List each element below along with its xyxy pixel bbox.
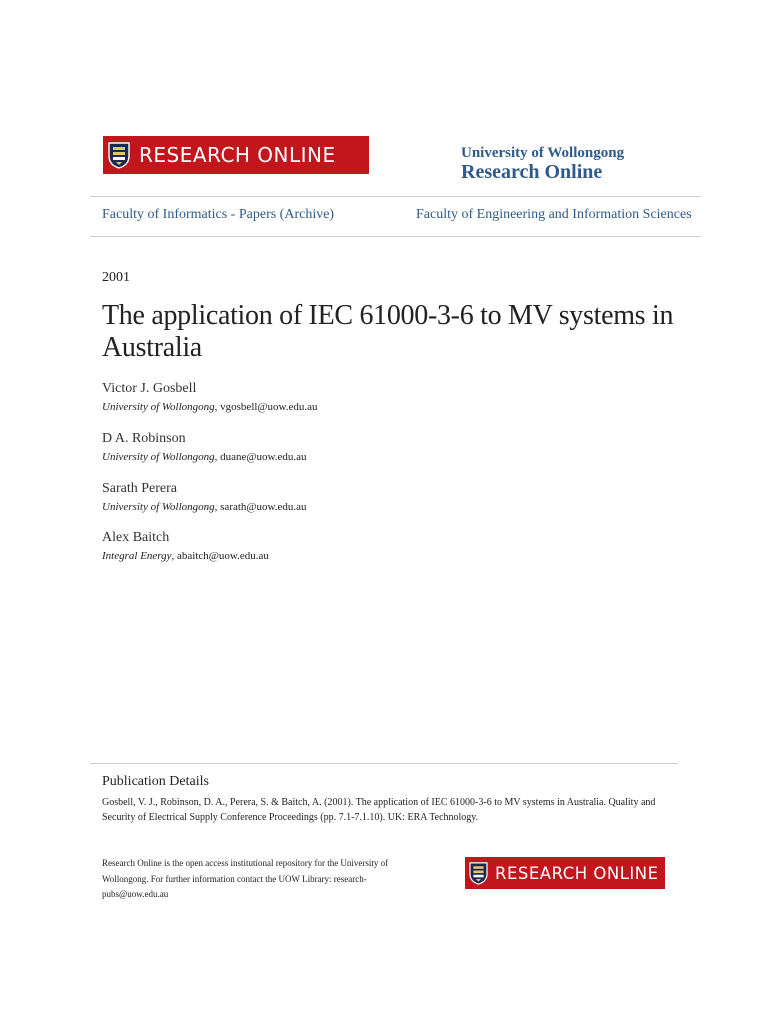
faculty-link-informatics[interactable]: Faculty of Informatics - Papers (Archive) [102,207,335,222]
publication-citation: Gosbell, V. J., Robinson, D. A., Perera, S. & Baitch, A. (2001). The application of IEC 61000-3-6 to MV systems in Australia. Quality and Security of Electrical Supply Conference Proceedings (pp. 7.1-7.1.10). UK: ERA Technology. [102,797,656,823]
university-name[interactable]: University of Wollongong [461,145,625,161]
research-online-logo-text: RESEARCH ONLINE [139,143,336,167]
author-entry [102,430,307,465]
author-email: , sarath@uow.edu.au [214,501,307,513]
uow-crest-icon [108,142,130,169]
author-affiliation [102,549,269,564]
divider-publication [90,763,678,764]
research-online-footer-logo[interactable] [465,857,665,889]
publication-year: 2001 [102,270,130,285]
research-online-logo[interactable] [103,136,369,174]
repository-footer-note: Research Online is the open access institutional repository for the University of Wollongong. For further information contact the UOW Library: research-pubs@uow.edu.au [102,858,389,899]
divider-top [90,196,701,197]
author-affiliation [102,500,307,515]
affiliation-name: University of Wollongong [102,401,215,413]
research-online-footer-logo-text: RESEARCH ONLINE [495,863,659,883]
author-entry [102,380,318,415]
author-email: , vgosbell@uow.edu.au [214,401,318,413]
divider-faculties [90,236,701,237]
author-entry [102,480,307,515]
author-name[interactable]: Sarath Perera [102,481,178,496]
author-email: , abaitch@uow.edu.au [171,550,269,562]
affiliation-name: University of Wollongong [102,501,215,513]
author-email: , duane@uow.edu.au [214,451,307,463]
paper-title: The application of IEC 61000-3-6 to MV systems in Australia [102,300,674,363]
author-name[interactable]: Alex Baitch [102,530,170,545]
affiliation-name: University of Wollongong [102,451,215,463]
author-entry [102,529,269,564]
uow-crest-icon [469,862,488,885]
affiliation-name: Integral Energy [102,550,172,562]
repository-name[interactable]: Research Online [461,161,603,183]
author-name[interactable]: D A. Robinson [102,431,186,446]
faculty-link-engineering[interactable]: Faculty of Engineering and Information Sciences [416,207,692,222]
author-affiliation [102,450,307,465]
author-affiliation [102,400,318,415]
author-name[interactable]: Victor J. Gosbell [102,381,197,396]
publication-details-heading: Publication Details [102,774,209,789]
